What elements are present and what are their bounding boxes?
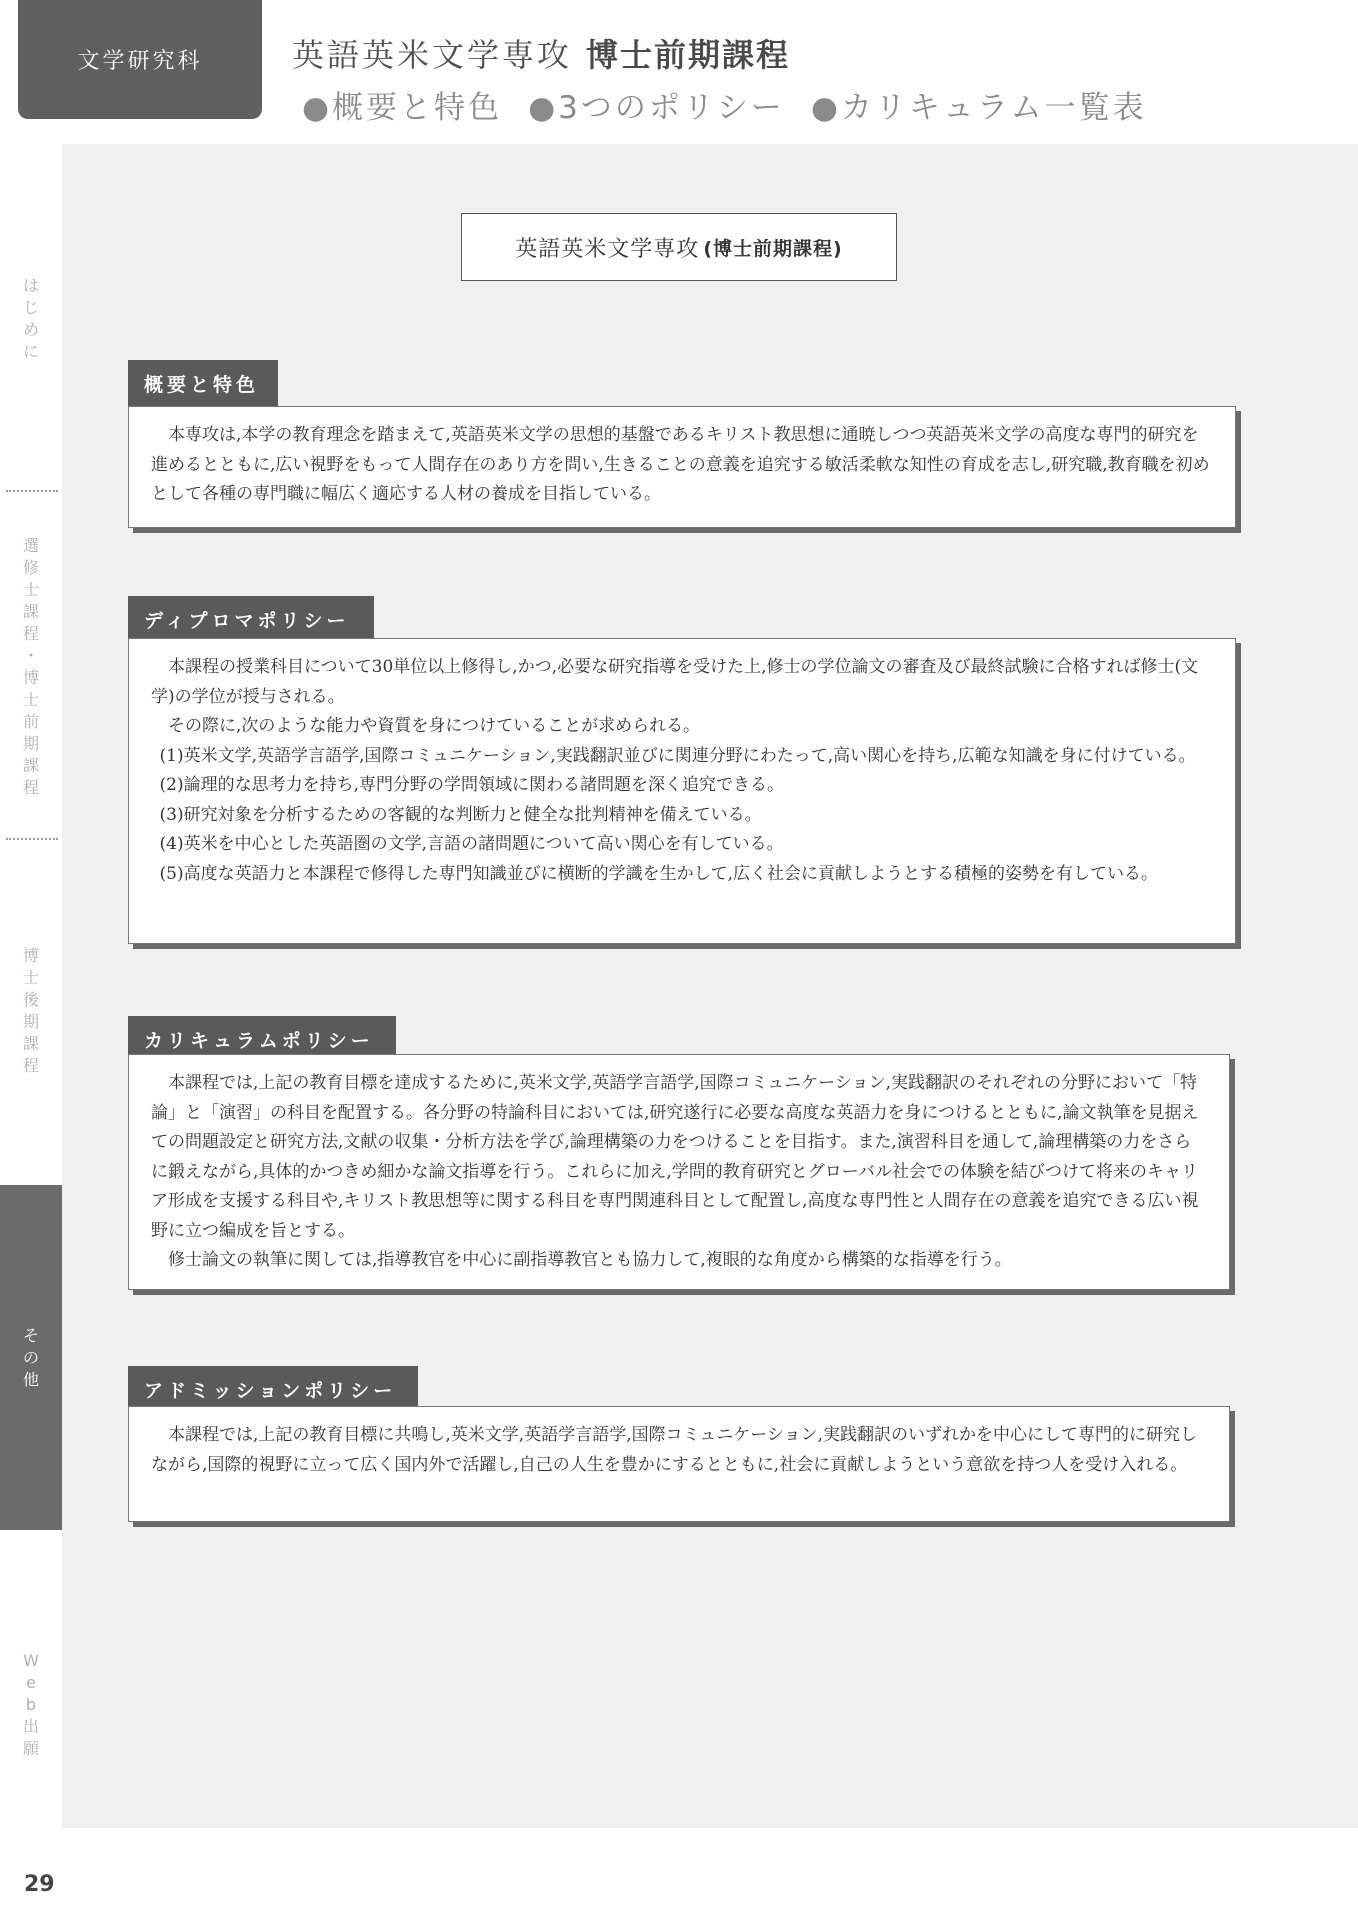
department-tab[interactable] [18, 0, 262, 119]
side-item-other[interactable] [0, 1185, 62, 1530]
course-title: 博士前期課程 [586, 36, 791, 74]
header-nav [302, 82, 1147, 127]
program-title: 英語英米文学専攻 [515, 236, 700, 262]
side-item-label: 博 士 後 期 課 程 [22, 946, 39, 1075]
department-label: 文学研究科 [77, 49, 203, 74]
diploma-item: (4)英米を中心とした英語圏の文学,言語の諸問題について高い関心を有している。 [159, 834, 784, 854]
admission-text: 本課程では,上記の教育目標に共鳴し,英米文学,英語学言語学,国際コミュニケーション,実践翻訳のいずれかを中心にして専門的に研究しながら,国際的視野に立って広く国内外で活躍し,自己の人生を豊かにするとともに,社会に貢献しようという意欲を持つ人を受け入れる。 [151, 1425, 1197, 1475]
diploma-item: (1)英米文学,英語学言語学,国際コミュニケーション,実践翻訳並びに関連分野にわたって,高い関心を持ち,広範な知識を身に付けている。 [159, 745, 1196, 766]
diploma-item: (3)研究対象を分析するための客観的な判断力と健全な批判精神を備えている。 [159, 804, 762, 825]
side-item-web-application[interactable] [0, 1650, 62, 1760]
curriculum-para1: 本課程では,上記の教育目標を達成するために,英米文学,英語学言語学,国際コミュニケーション,実践翻訳のそれぞれの分野において「特論」と「演習」の科目を配置する。各分野の特論科目においては,研究遂行に必要な高度な英語力を身につけるとともに,論文執筆を見据えての問題設定と研究方法,文献の収集・分析方法を学び,論理構築の力をつけることを目指す。また,演習科目を通して,論理構築の力をさらに鍛えながら,具体的かつきめ細かな論文指導を行う。これらに加え,学問的教育研究とグローバル社会での体験を結びつけて将来のキャリア形成を支援する科目や,キリスト教思想等に関する科目を専門関連科目として配置し,高度な専門性と人間存在の意義を追究できる広い視野に立つ編成を旨とする。 [151, 1073, 1199, 1241]
nav-overview[interactable]: ●概要と特色 [302, 90, 503, 126]
diploma-item: (5)高度な英語力と本課程で修得した専門知識並びに横断的学識を生かして,広く社会に貢献しようとする積極的姿勢を有している。 [159, 863, 1158, 884]
section-diploma [128, 638, 1236, 944]
curriculum-para2: 修士論文の執筆に関しては,指導教官を中心に副指導教官とも協力して,複眼的な角度から構築的な指導を行う。 [168, 1250, 1012, 1270]
overview-text: 本専攻は,本学の教育理念を踏まえて,英語英米文学の思想的基盤であるキリスト教思想に通暁しつつ英語英米文学の高度な専門的研究を進めるとともに,広い視野をもって人間存在のあり方を問い,生きることの意義を追究する敏活柔軟な知性の育成を志し,研究職,教育職を初めとして各種の専門職に幅広く適応する人材の養成を目指している。 [151, 425, 1210, 504]
section-admission [128, 1406, 1230, 1522]
section-label-admission: アドミッションポリシー [128, 1366, 418, 1412]
diploma-lead: その際に,次のような能力や資質を身につけていることが求められる。 [168, 716, 701, 736]
section-label-diploma: ディプロマポリシー [128, 596, 374, 642]
side-item-doctoral[interactable] [0, 945, 62, 1075]
side-item-label: W e b 出 願 [22, 1651, 39, 1758]
diploma-intro: 本課程の授業科目について30単位以上修得し,かつ,必要な研究指導を受けた上,修士の学位論文の審査及び最終試験に合格すれば修士(文学)の学位が授与される。 [151, 657, 1199, 707]
side-item-label: は じ め に [22, 276, 39, 361]
major-title: 英語英米文学専攻 [292, 36, 573, 74]
nav-policies[interactable]: ●3つのポリシー [528, 90, 785, 126]
program-course: (博士前期課程) [703, 237, 843, 260]
section-curriculum [128, 1054, 1230, 1290]
side-item-label: 選 修 士 課 程 ・ 博 士 前 期 課 程 [22, 536, 39, 797]
page-number: 29 [24, 1872, 55, 1897]
side-item-introduction[interactable] [0, 275, 62, 375]
side-item-masters[interactable] [0, 535, 62, 795]
section-overview [128, 406, 1236, 528]
side-divider [6, 490, 58, 492]
section-label-overview: 概要と特色 [128, 360, 278, 406]
program-title-box [461, 213, 897, 281]
page-title [292, 30, 790, 76]
nav-curriculum-list[interactable]: ●カリキュラム一覧表 [810, 90, 1147, 126]
section-label-curriculum: カリキュラムポリシー [128, 1016, 396, 1062]
diploma-item: (2)論理的な思考力を持ち,専門分野の学問領域に関わる諸問題を深く追究できる。 [159, 775, 784, 795]
side-item-label: そ の 他 [22, 1325, 39, 1389]
side-divider [6, 838, 58, 840]
